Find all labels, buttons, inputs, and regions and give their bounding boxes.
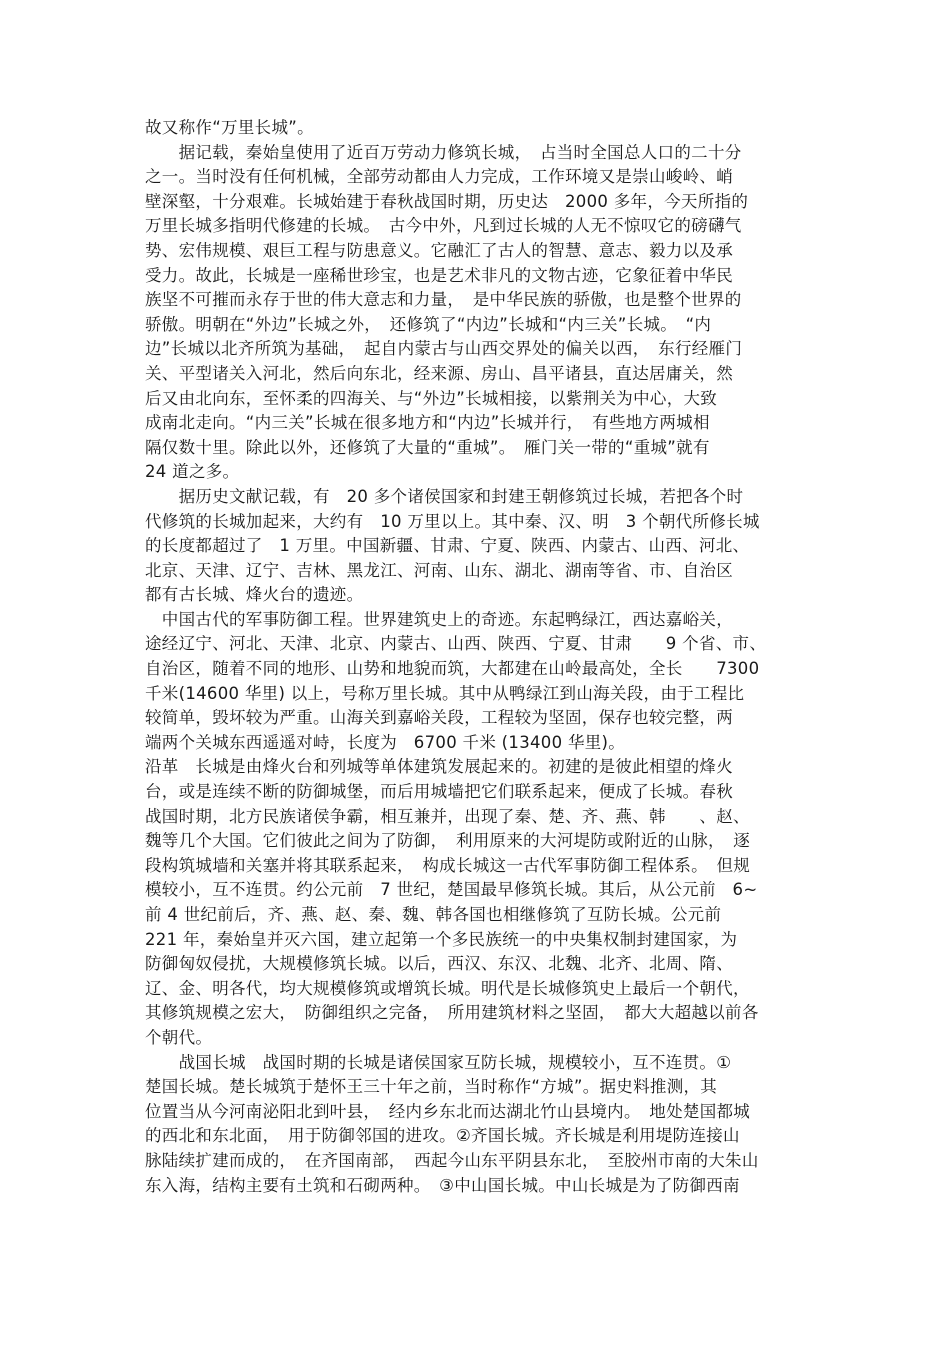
text-line: 较简单，毁坏较为严重。山海关到嘉峪关段，工程较为坚固，保存也较完整，两 <box>145 708 733 728</box>
text-line: 战国时期，北方民族诸侯争霸，相互兼并，出现了秦、楚、齐、燕、韩 、赵、 <box>145 806 750 826</box>
text-line: 魏等几个大国。它们彼此之间为了防御， 利用原来的大河堤防或附近的山脉， 逐 <box>145 831 751 851</box>
great-wall-article-text <box>145 116 810 1198</box>
text-line: 楚国长城。楚长城筑于楚怀王三十年之前，当时称作“方城”。据史料推测，其 <box>145 1077 718 1097</box>
text-line: 族坚不可摧而永存于世的伟大意志和力量， 是中华民族的骄傲，也是整个世界的 <box>145 290 742 310</box>
text-line: 的长度都超过了 1 万里。中国新疆、甘肃、宁夏、陕西、内蒙古、山西、河北、 <box>145 536 750 556</box>
text-line: 脉陆续扩建而成的， 在齐国南部， 西起今山东平阴县东北， 至胶州市南的大朱山 <box>145 1150 759 1170</box>
text-line: 战国长城 战国时期的长城是诸侯国家互防长城，规模较小，互不连贯。① <box>145 1052 732 1072</box>
text-line: 骄傲。明朝在“外边”长城之外， 还修筑了“内边”长城和“内三关”长城。 “内 <box>145 314 712 334</box>
text-line: 边”长城以北齐所筑为基础， 起自内蒙古与山西交界处的偏关以西， 东行经雁门 <box>145 339 743 359</box>
text-line: 都有古长城、烽火台的遗迹。 <box>145 585 364 605</box>
text-line: 万里长城多指明代修建的长城。 古今中外，凡到过长城的人无不惊叹它的磅礴气 <box>145 216 742 236</box>
text-line: 据记载，秦始皇使用了近百万劳动力修筑长城， 占当时全国总人口的二十分 <box>145 142 742 162</box>
text-line: 自治区，随着不同的地形、山势和地貌而筑，大都建在山岭最高处，全长 7300 <box>145 659 760 679</box>
text-line: 成南北走向。“内三关”长城在很多地方和“内边”长城并行， 有些地方两城相 <box>145 413 710 433</box>
text-line: 个朝代。 <box>145 1027 213 1047</box>
text-line: 后又由北向东，至怀柔的四海关、与“外边”长城相接，以紫荆关为中心，大致 <box>145 388 718 408</box>
text-line: 辽、金、明各代，均大规模修筑或增筑长城。明代是长城修筑史上最后一个朝代， <box>145 978 750 998</box>
text-line: 之一。当时没有任何机械，全部劳动都由人力完成，工作环境又是崇山峻岭、峭 <box>145 167 733 187</box>
text-line: 据历史文献记载，有 20 多个诸侯国家和封建王朝修筑过长城，若把各个时 <box>145 486 744 506</box>
text-line: 其修筑规模之宏大， 防御组织之完备， 所用建筑材料之坚固， 都大大超越以前各 <box>145 1003 759 1023</box>
text-line: 关、平型诸关入河北，然后向东北，经来源、房山、昌平诸县，直达居庸关，然 <box>145 363 733 383</box>
text-line: 隔仅数十里。除此以外，还修筑了大量的“重城”。 雁门关一带的“重城”就有 <box>145 437 710 457</box>
text-line: 势、宏伟规模、艰巨工程与防患意义。它融汇了古人的智慧、意志、毅力以及承 <box>145 240 733 260</box>
text-line: 221 年，秦始皇并灭六国，建立起第一个多民族统一的中央集权制封建国家，为 <box>145 929 738 949</box>
text-line: 沿革 长城是由烽火台和列城等单体建筑发展起来的。初建的是彼此相望的烽火 <box>145 757 733 777</box>
text-line: 千米(14600 华里) 以上，号称万里长城。其中从鸭绿江到山海关段，由于工程比 <box>145 683 745 703</box>
text-line: 东入海，结构主要有土筑和石砌两种。 ③中山国长城。中山长城是为了防御西南 <box>145 1175 740 1195</box>
text-line: 位置当从今河南泌阳北到叶县， 经内乡东北而达湖北竹山县境内。 地处楚国都城 <box>145 1101 751 1121</box>
text-line: 壁深壑，十分艰难。长城始建于春秋战国时期，历史达 2000 多年，今天所指的 <box>145 191 749 211</box>
text-line: 中国古代的军事防御工程。世界建筑史上的奇迹。东起鸭绿江，西达嘉峪关， <box>145 609 733 629</box>
text-line: 台，或是连续不断的防御城堡，而后用城墙把它们联系起来，便成了长城。春秋 <box>145 782 733 802</box>
text-line: 前 4 世纪前后，齐、燕、赵、秦、魏、韩各国也相继修筑了互防长城。公元前 <box>145 905 722 924</box>
text-line: 代修筑的长城加起来，大约有 10 万里以上。其中秦、汉、明 3 个朝代所修长城 <box>145 511 760 531</box>
text-line: 的西北和东北面， 用于防御邻国的进攻。②齐国长城。齐长城是利用堤防连接山 <box>145 1126 740 1146</box>
text-line: 受力。故此，长城是一座稀世珍宝，也是艺术非凡的文物古迹，它象征着中华民 <box>145 265 733 285</box>
text-line: 北京、天津、辽宁、吉林、黑龙江、河南、山东、湖北、湖南等省、市、自治区 <box>145 560 733 580</box>
text-line: 24 道之多。 <box>145 462 240 482</box>
text-line: 防御匈奴侵扰，大规模修筑长城。以后，西汉、东汉、北魏、北齐、北周、隋、 <box>145 954 733 974</box>
text-line: 端两个关城东西遥遥对峙，长度为 6700 千米 (13400 华里)。 <box>145 732 626 752</box>
text-line: 途经辽宁、河北、天津、北京、内蒙古、山西、陕西、宁夏、甘肃 9 个省、市、 <box>145 634 767 654</box>
text-line: 段构筑城墙和关塞并将其联系起来， 构成长城这一古代军事防御工程体系。 但规 <box>145 855 751 875</box>
text-line: 模较小，互不连贯。约公元前 7 世纪，楚国最早修筑长城。其后，从公元前 6~ <box>145 880 758 900</box>
text-line: 故又称作“万里长城”。 <box>145 118 314 137</box>
